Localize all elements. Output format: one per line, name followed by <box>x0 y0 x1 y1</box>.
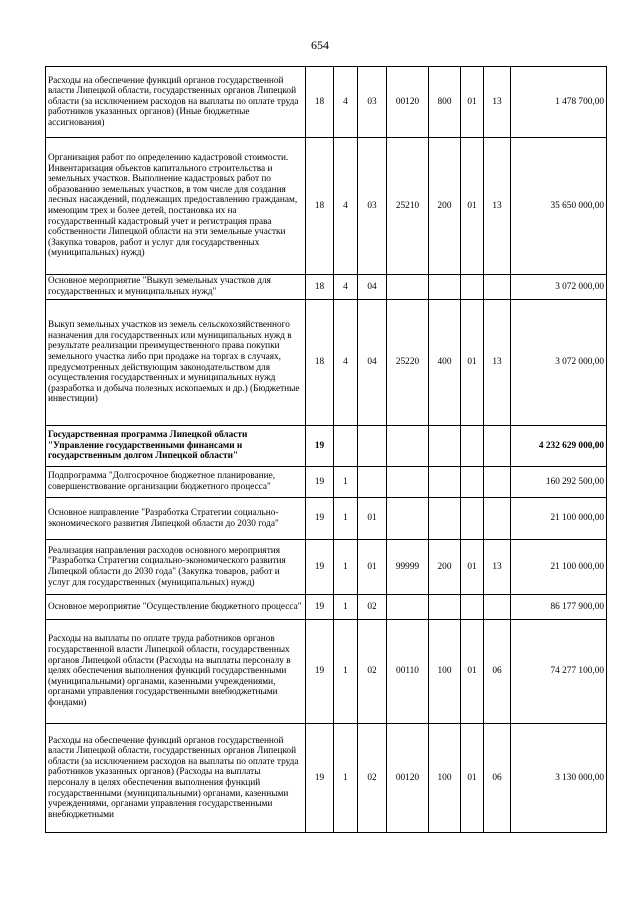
row-subsection: 06 <box>484 620 511 724</box>
row-subsection: 06 <box>484 724 511 833</box>
row-program-code: 19 <box>306 540 334 595</box>
row-program-code: 19 <box>306 498 334 540</box>
row-section: 01 <box>461 138 484 275</box>
row-program-code: 19 <box>306 426 334 467</box>
row-measure-code <box>358 467 387 498</box>
row-expense-type <box>429 467 461 498</box>
table-row <box>46 300 607 426</box>
row-direction-code <box>387 426 429 467</box>
row-expense-type <box>429 275 461 300</box>
row-direction-code: 25210 <box>387 138 429 275</box>
row-subsection: 13 <box>484 540 511 595</box>
table-row <box>46 498 607 540</box>
row-description: Расходы на обеспечение функций органов государственной власти Липецкой области, государственных органов Липецкой области (за исключением расходов на выплаты по оплате труда работников указанных органов) (Иные бюджетные ассигнования) <box>46 67 306 138</box>
row-expense-type: 200 <box>429 138 461 275</box>
row-subprogram-code: 1 <box>334 498 358 540</box>
row-subprogram-code: 1 <box>334 620 358 724</box>
row-measure-code: 03 <box>358 67 387 138</box>
row-section <box>461 498 484 540</box>
row-measure-code: 03 <box>358 138 387 275</box>
row-section: 01 <box>461 67 484 138</box>
row-amount: 21 100 000,00 <box>511 540 607 595</box>
row-expense-type: 100 <box>429 724 461 833</box>
row-measure-code: 04 <box>358 300 387 426</box>
row-amount: 3 072 000,00 <box>511 275 607 300</box>
row-expense-type: 800 <box>429 67 461 138</box>
row-amount: 1 478 700,00 <box>511 67 607 138</box>
row-subprogram-code: 4 <box>334 67 358 138</box>
row-subsection: 13 <box>484 67 511 138</box>
row-subsection <box>484 595 511 620</box>
table-row <box>46 595 607 620</box>
row-expense-type <box>429 426 461 467</box>
row-direction-code <box>387 467 429 498</box>
row-section: 01 <box>461 540 484 595</box>
row-amount: 4 232 629 000,00 <box>511 426 607 467</box>
row-direction-code <box>387 595 429 620</box>
row-measure-code: 02 <box>358 724 387 833</box>
page-number: 654 <box>311 38 329 52</box>
row-program-code: 19 <box>306 595 334 620</box>
row-direction-code: 00110 <box>387 620 429 724</box>
row-amount: 160 292 500,00 <box>511 467 607 498</box>
row-measure-code: 02 <box>358 595 387 620</box>
row-description: Реализация направления расходов основного мероприятия "Разработка Стратегии социально-экономического развития Липецкой области до 2030 года" (Закупка товаров, работ и услуг для государственных (муниципальных) нужд) <box>46 540 306 595</box>
row-subsection: 13 <box>484 300 511 426</box>
row-description: Расходы на обеспечение функций органов государственной власти Липецкой области, государственных органов Липецкой области (за исключением расходов на выплаты по оплате труда работников указанных органов) (Расходы на выплаты персоналу в целях обеспечения выполнения функций государственными (муниципальными) органами, казенными учреждениями, органами управления государственными внебюджетными <box>46 724 306 833</box>
row-description: Выкуп земельных участков из земель сельскохозяйственного назначения для государственных или муниципальных нужд в результате реализации преимущественного права покупки земельного участка либо при продаже на торгах в случаях, предусмотренных действующим законодательством для осуществления государственных и муниципальных нужд (разработка и добыча полезных ископаемых и др.) (Бюджетные инвестиции) <box>46 300 306 426</box>
row-section <box>461 595 484 620</box>
row-subsection <box>484 426 511 467</box>
row-measure-code: 01 <box>358 540 387 595</box>
row-subprogram-code: 1 <box>334 540 358 595</box>
row-section: 01 <box>461 300 484 426</box>
row-direction-code <box>387 498 429 540</box>
row-program-code: 19 <box>306 724 334 833</box>
table-row <box>46 724 607 833</box>
table-row <box>46 620 607 724</box>
row-description: Основное направление "Разработка Стратегии социально-экономического развития Липецкой области до 2030 года" <box>46 498 306 540</box>
row-expense-type: 400 <box>429 300 461 426</box>
row-amount: 21 100 000,00 <box>511 498 607 540</box>
budget-table <box>45 66 607 833</box>
row-subprogram-code: 4 <box>334 275 358 300</box>
row-subprogram-code: 4 <box>334 300 358 426</box>
row-program-code: 19 <box>306 467 334 498</box>
row-subsection: 13 <box>484 138 511 275</box>
row-description: Организация работ по определению кадастровой стоимости. Инвентаризация объектов капитального строительства и земельных участков. Выполнение кадастровых работ по образованию земельных участков, в том числе для создания лесных насаждений, подлежащих предоставлению гражданам, имеющим трех и более детей, постановка их на государственный кадастровый учет и регистрация права собственности Липецкой области на эти земельные участки (Закупка товаров, работ и услуг для государственных (муниципальных) нужд) <box>46 138 306 275</box>
row-amount: 74 277 100,00 <box>511 620 607 724</box>
row-amount: 3 072 000,00 <box>511 300 607 426</box>
row-program-code: 18 <box>306 300 334 426</box>
row-amount: 86 177 900,00 <box>511 595 607 620</box>
table-row <box>46 467 607 498</box>
row-description: Государственная программа Липецкой области "Управление государственными финансами и государственным долгом Липецкой области" <box>46 426 306 467</box>
row-program-code: 19 <box>306 620 334 724</box>
row-section <box>461 275 484 300</box>
row-subprogram-code: 1 <box>334 724 358 833</box>
row-expense-type <box>429 498 461 540</box>
row-measure-code: 02 <box>358 620 387 724</box>
row-section <box>461 426 484 467</box>
row-amount: 3 130 000,00 <box>511 724 607 833</box>
row-subprogram-code: 4 <box>334 138 358 275</box>
row-direction-code <box>387 275 429 300</box>
row-measure-code <box>358 426 387 467</box>
row-direction-code: 25220 <box>387 300 429 426</box>
row-section: 01 <box>461 620 484 724</box>
row-program-code: 18 <box>306 138 334 275</box>
table-row <box>46 67 607 138</box>
row-description: Основное мероприятие "Осуществление бюджетного процесса" <box>46 595 306 620</box>
row-measure-code: 04 <box>358 275 387 300</box>
row-description: Основное мероприятие "Выкуп земельных участков для государственных и муниципальных нужд" <box>46 275 306 300</box>
row-subsection <box>484 467 511 498</box>
row-subprogram-code: 1 <box>334 595 358 620</box>
table-row <box>46 138 607 275</box>
row-direction-code: 00120 <box>387 724 429 833</box>
row-description: Расходы на выплаты по оплате труда работников органов государственной власти Липецкой области, государственных органов Липецкой области (Расходы на выплаты персоналу в целях обеспечения выполнения функций государственными (муниципальными) органами, казенными учреждениями, органами управления государственными внебюджетными фондами) <box>46 620 306 724</box>
row-subprogram-code: 1 <box>334 467 358 498</box>
row-section <box>461 467 484 498</box>
row-program-code: 18 <box>306 67 334 138</box>
table-row <box>46 426 607 467</box>
row-amount: 35 650 000,00 <box>511 138 607 275</box>
row-expense-type <box>429 595 461 620</box>
row-subprogram-code <box>334 426 358 467</box>
row-section: 01 <box>461 724 484 833</box>
row-subsection <box>484 275 511 300</box>
row-description: Подпрограмма "Долгосрочное бюджетное планирование, совершенствование организации бюджетного процесса" <box>46 467 306 498</box>
table-row <box>46 540 607 595</box>
row-program-code: 18 <box>306 275 334 300</box>
row-subsection <box>484 498 511 540</box>
row-direction-code: 99999 <box>387 540 429 595</box>
row-expense-type: 100 <box>429 620 461 724</box>
budget-table-body <box>46 67 607 833</box>
row-measure-code: 01 <box>358 498 387 540</box>
row-expense-type: 200 <box>429 540 461 595</box>
table-row <box>46 275 607 300</box>
row-direction-code: 00120 <box>387 67 429 138</box>
